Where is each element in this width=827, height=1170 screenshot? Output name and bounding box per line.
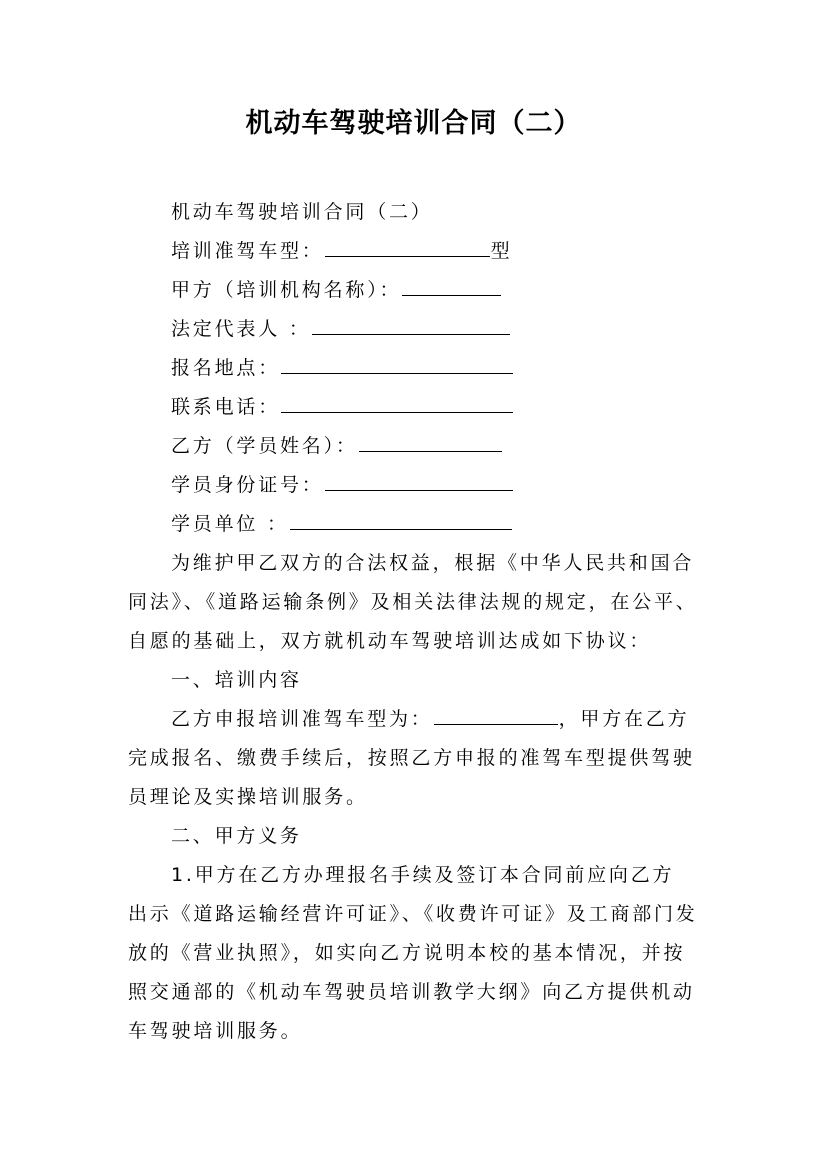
paragraph-line: 员理论及实操培训服务。 bbox=[128, 786, 368, 808]
blank-line bbox=[281, 351, 513, 374]
section-heading-party-a-duties: 二、甲方义务 bbox=[171, 825, 302, 847]
paragraph-line: 自愿的基础上，双方就机动车驾驶培训达成如下协议： bbox=[128, 630, 652, 652]
field-suffix: 型 bbox=[490, 240, 513, 262]
field-label: 学员身份证号： bbox=[171, 474, 324, 496]
field-label: 乙方（学员姓名）： bbox=[171, 435, 358, 457]
paragraph-line: 完成报名、缴费手续后，按照乙方申报的准驾车型提供驾驶 bbox=[128, 747, 695, 769]
field-label: 甲方（培训机构名称）： bbox=[171, 279, 402, 301]
section2-item1-paragraph bbox=[128, 856, 708, 1051]
blank-line bbox=[402, 273, 501, 296]
blank-line bbox=[325, 468, 513, 491]
field-vehicle-type bbox=[128, 232, 708, 271]
field-label: 报名地点： bbox=[171, 357, 281, 379]
field-label: 法定代表人 ： bbox=[171, 318, 311, 340]
paragraph-line: 同法》、《道路运输条例》及相关法律法规的规定，在公平、 bbox=[128, 591, 698, 613]
paragraph-line: 放的《营业执照》，如实向乙方说明本校的基本情况，并按 bbox=[128, 942, 686, 964]
paragraph-line: 车驾驶培训服务。 bbox=[128, 1020, 303, 1042]
field-legal-rep bbox=[128, 310, 708, 349]
field-suffix: ，甲方在乙方 bbox=[558, 708, 690, 730]
field-employer bbox=[128, 505, 708, 544]
paragraph-line bbox=[128, 700, 708, 739]
preamble-paragraph bbox=[128, 544, 708, 661]
blank-line bbox=[434, 702, 558, 725]
paragraph-line: 照交通部的《机动车驾驶员培训教学大纲》向乙方提供机动 bbox=[128, 981, 695, 1003]
document-title: 机动车驾驶培训合同（二） bbox=[245, 108, 582, 139]
field-label: 联系电话： bbox=[171, 396, 281, 418]
field-label: 乙方申报培训准驾车型为： bbox=[171, 708, 433, 730]
section-heading-training: 一、培训内容 bbox=[171, 669, 302, 691]
blank-line bbox=[290, 507, 512, 530]
field-party-b bbox=[128, 427, 708, 466]
paragraph-line: 为维护甲乙双方的合法权益，根据《中华人民共和国合 bbox=[171, 552, 695, 574]
document-body bbox=[128, 193, 708, 1051]
subtitle: 机动车驾驶培训合同（二） bbox=[171, 201, 433, 223]
field-reg-address bbox=[128, 349, 708, 388]
field-id-number bbox=[128, 466, 708, 505]
field-phone bbox=[128, 388, 708, 427]
field-party-a bbox=[128, 271, 708, 310]
blank-line bbox=[312, 312, 510, 335]
field-label: 培训准驾车型： bbox=[171, 240, 324, 262]
paragraph-line: 1.甲方在乙方办理报名手续及签订本合同前应向乙方 bbox=[171, 864, 675, 886]
field-label: 学员单位 ： bbox=[171, 513, 289, 535]
paragraph-line: 出示《道路运输经营许可证》、《收费许可证》及工商部门发 bbox=[128, 903, 698, 925]
blank-line bbox=[359, 429, 502, 452]
blank-line bbox=[325, 234, 490, 257]
blank-line bbox=[281, 390, 513, 413]
section1-paragraph bbox=[128, 700, 708, 817]
